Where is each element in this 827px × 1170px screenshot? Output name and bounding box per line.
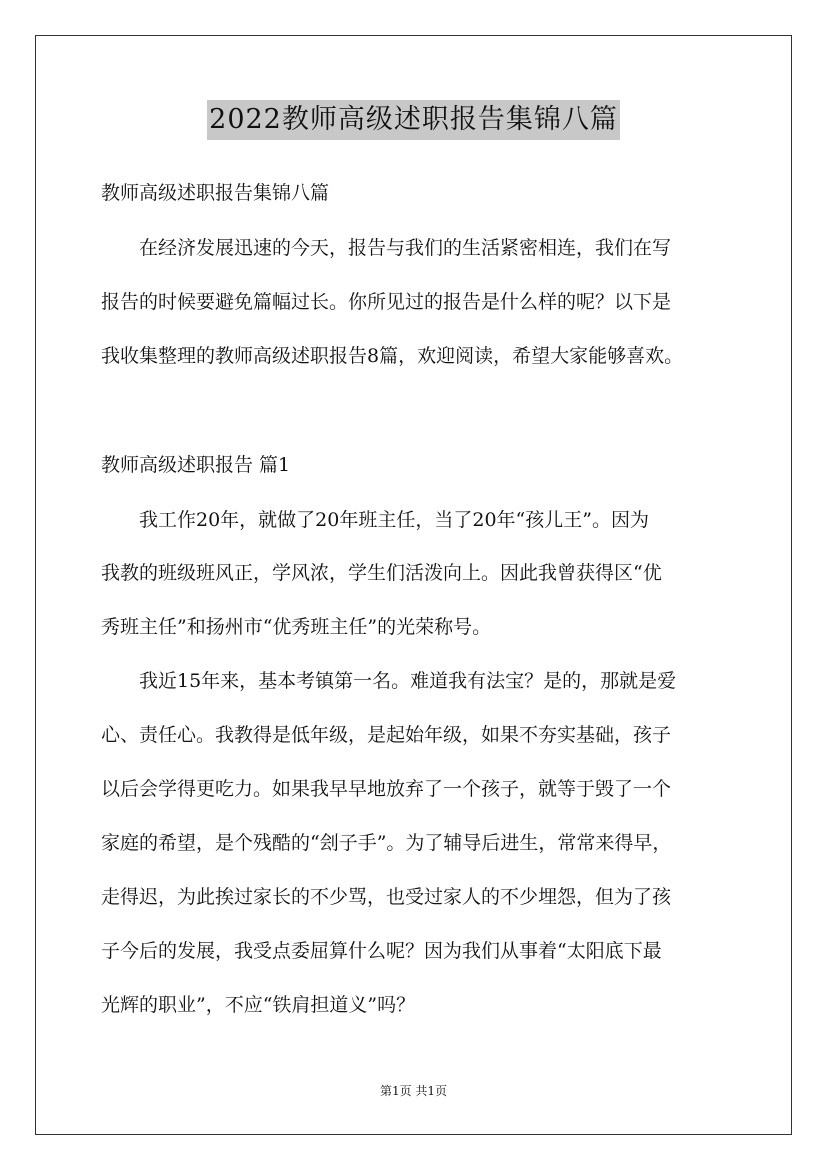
document-subtitle: 教师高级述职报告集锦八篇 [101,182,330,204]
paragraph-line: 走得迟，为此挨过家长的不少骂，也受过家人的不少埋怨，但为了孩 [101,886,672,908]
intro-line: 在经济发展迅速的今天，报告与我们的生活紧密相连，我们在写 [101,237,672,259]
paragraph-line: 心、责任心。我教得是低年级，是起始年级，如果不夯实基础，孩子 [101,724,672,746]
page-footer: 第1页 共1页 [379,1084,448,1098]
section-heading: 教师高级述职报告 篇1 [101,454,291,476]
intro-line: 我收集整理的教师高级述职报告8篇，欢迎阅读，希望大家能够喜欢。 [101,345,684,367]
paragraph-line: 我近15年来，基本考镇第一名。难道我有法宝？是的，那就是爱 [101,670,677,692]
title-container [0,100,827,140]
paragraph-line: 我工作20年，就做了20年班主任，当了20年“孩儿王”。因为 [101,509,649,531]
paragraph-line: 秀班主任”和扬州市“优秀班主任”的光荣称号。 [101,616,492,638]
paragraph-line: 我教的班级班风正，学风浓，学生们活泼向上。因此我曾获得区“优 [101,562,662,584]
paragraph-line: 家庭的希望，是个残酷的“刽子手”。为了辅导后进生，常常来得早， [101,832,672,854]
paragraph-line: 光辉的职业”，不应“铁肩担道义”吗？ [101,994,416,1016]
intro-line: 报告的时候要避免篇幅过长。你所见过的报告是什么样的呢？以下是 [101,291,672,313]
document-title: 2022教师高级述职报告集锦八篇 [207,100,620,140]
paragraph-line: 以后会学得更吃力。如果我早早地放弃了一个孩子，就等于毁了一个 [101,778,672,800]
paragraph-line: 子今后的发展，我受点委屈算什么呢？因为我们从事着“太阳底下最 [101,940,662,962]
